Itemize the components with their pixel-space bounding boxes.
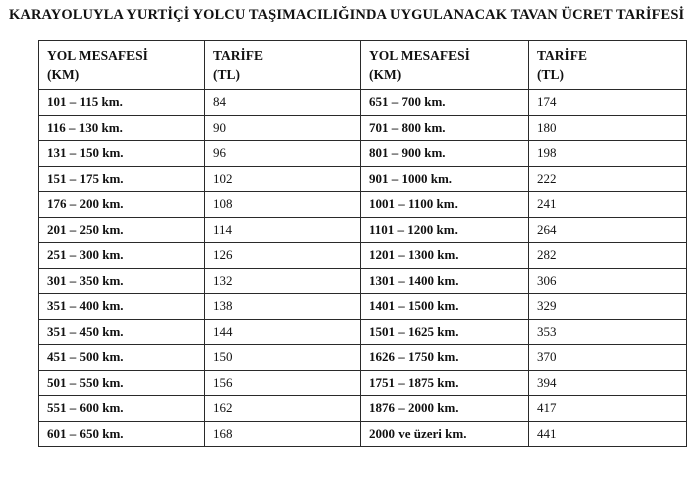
distance-cell-right: 1626 – 1750 km. [361, 345, 529, 371]
table-row [39, 141, 687, 167]
header-tariff-right [529, 41, 687, 90]
table-row [39, 345, 687, 371]
table-row [39, 396, 687, 422]
distance-cell-left: 351 – 450 km. [39, 319, 205, 345]
price-cell-left: 102 [205, 166, 361, 192]
header-tariff-label: TARİFE [213, 48, 264, 63]
price-cell-left: 84 [205, 90, 361, 116]
table-row [39, 268, 687, 294]
price-cell-left: 162 [205, 396, 361, 422]
price-cell-left: 108 [205, 192, 361, 218]
price-cell-right: 198 [529, 141, 687, 167]
header-distance-left [39, 41, 205, 90]
distance-cell-left: 601 – 650 km. [39, 421, 205, 447]
distance-cell-right: 1401 – 1500 km. [361, 294, 529, 320]
tariff-table [38, 40, 687, 447]
price-cell-right: 441 [529, 421, 687, 447]
distance-cell-right: 1301 – 1400 km. [361, 268, 529, 294]
header-distance-unit: (KM) [47, 67, 80, 82]
price-cell-left: 90 [205, 115, 361, 141]
table-row [39, 243, 687, 269]
table-row [39, 421, 687, 447]
distance-cell-right: 1876 – 2000 km. [361, 396, 529, 422]
distance-cell-left: 251 – 300 km. [39, 243, 205, 269]
header-tariff-left [205, 41, 361, 90]
header-distance-label: YOL MESAFESİ [369, 48, 470, 63]
price-cell-left: 132 [205, 268, 361, 294]
table-row [39, 115, 687, 141]
table-row [39, 319, 687, 345]
header-tariff-unit: (TL) [213, 67, 240, 82]
distance-cell-right: 1001 – 1100 km. [361, 192, 529, 218]
distance-cell-right: 1101 – 1200 km. [361, 217, 529, 243]
header-distance-unit: (KM) [369, 67, 402, 82]
price-cell-right: 329 [529, 294, 687, 320]
distance-cell-left: 551 – 600 km. [39, 396, 205, 422]
table-row [39, 294, 687, 320]
distance-cell-left: 176 – 200 km. [39, 192, 205, 218]
distance-cell-right: 1751 – 1875 km. [361, 370, 529, 396]
price-cell-right: 180 [529, 115, 687, 141]
price-cell-left: 168 [205, 421, 361, 447]
distance-cell-left: 301 – 350 km. [39, 268, 205, 294]
table-body [39, 90, 687, 447]
table-row [39, 90, 687, 116]
table-row [39, 166, 687, 192]
header-distance-label: YOL MESAFESİ [47, 48, 148, 63]
price-cell-left: 138 [205, 294, 361, 320]
price-cell-right: 241 [529, 192, 687, 218]
distance-cell-left: 501 – 550 km. [39, 370, 205, 396]
price-cell-right: 264 [529, 217, 687, 243]
price-cell-left: 96 [205, 141, 361, 167]
price-cell-right: 306 [529, 268, 687, 294]
distance-cell-left: 101 – 115 km. [39, 90, 205, 116]
price-cell-left: 114 [205, 217, 361, 243]
price-cell-right: 370 [529, 345, 687, 371]
price-cell-right: 394 [529, 370, 687, 396]
price-cell-left: 156 [205, 370, 361, 396]
price-cell-right: 282 [529, 243, 687, 269]
price-cell-right: 174 [529, 90, 687, 116]
price-cell-left: 150 [205, 345, 361, 371]
distance-cell-right: 1501 – 1625 km. [361, 319, 529, 345]
table-header-row [39, 41, 687, 90]
price-cell-left: 144 [205, 319, 361, 345]
distance-cell-left: 151 – 175 km. [39, 166, 205, 192]
price-cell-right: 353 [529, 319, 687, 345]
distance-cell-left: 351 – 400 km. [39, 294, 205, 320]
price-cell-left: 126 [205, 243, 361, 269]
distance-cell-right: 1201 – 1300 km. [361, 243, 529, 269]
distance-cell-left: 451 – 500 km. [39, 345, 205, 371]
page-title: KARAYOLUYLA YURTİÇİ YOLCU TAŞIMACILIĞINDA UYGULANACAK TAVAN ÜCRET TARİFESİ [9, 7, 685, 23]
table-row [39, 192, 687, 218]
distance-cell-left: 116 – 130 km. [39, 115, 205, 141]
price-cell-right: 417 [529, 396, 687, 422]
header-tariff-unit: (TL) [537, 67, 564, 82]
distance-cell-right: 801 – 900 km. [361, 141, 529, 167]
distance-cell-right: 651 – 700 km. [361, 90, 529, 116]
price-cell-right: 222 [529, 166, 687, 192]
header-distance-right [361, 41, 529, 90]
distance-cell-right: 2000 ve üzeri km. [361, 421, 529, 447]
distance-cell-left: 131 – 150 km. [39, 141, 205, 167]
distance-cell-right: 701 – 800 km. [361, 115, 529, 141]
distance-cell-right: 901 – 1000 km. [361, 166, 529, 192]
table-row [39, 217, 687, 243]
header-tariff-label: TARİFE [537, 48, 588, 63]
table-row [39, 370, 687, 396]
distance-cell-left: 201 – 250 km. [39, 217, 205, 243]
